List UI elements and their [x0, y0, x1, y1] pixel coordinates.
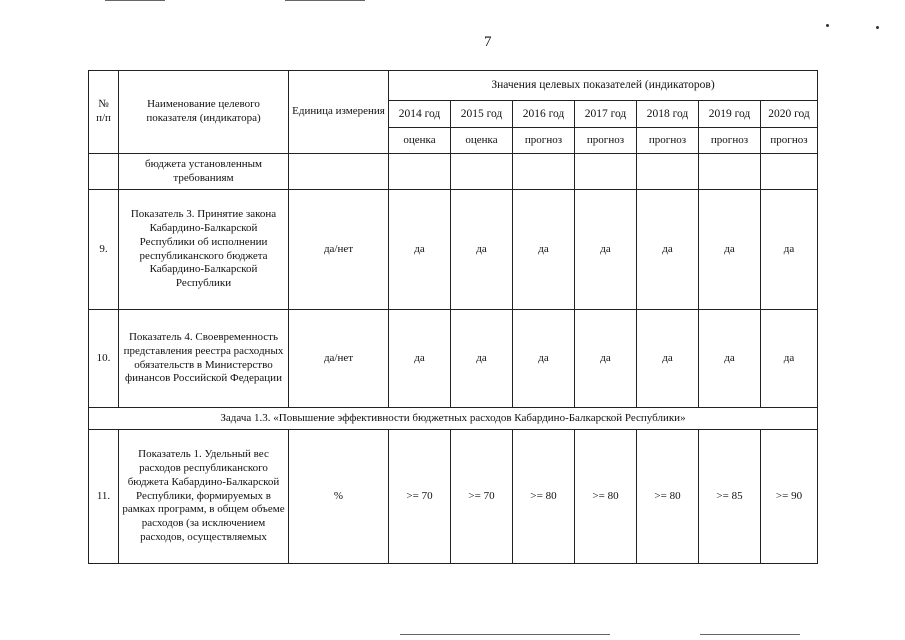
indicator-name: бюджета установленным требованиям: [119, 154, 289, 190]
value-cell: да: [575, 190, 637, 310]
value-cell: да: [513, 190, 575, 310]
value-cell: [761, 154, 818, 190]
table-row: [89, 310, 818, 408]
value-cell: да: [389, 310, 451, 408]
scan-artifact-line: [105, 0, 165, 1]
value-cell: [699, 154, 761, 190]
value-cell: >= 90: [761, 430, 818, 564]
value-cell: да: [699, 190, 761, 310]
value-cell: >= 80: [637, 430, 699, 564]
value-cell: да: [699, 310, 761, 408]
value-cell: [389, 154, 451, 190]
year-header: 2015 год: [451, 101, 513, 128]
unit-col-header: Единица измерения: [289, 71, 389, 154]
scan-artifact-line: [700, 634, 800, 635]
value-cell: >= 70: [389, 430, 451, 564]
status-header: оценка: [451, 128, 513, 154]
value-cell: [513, 154, 575, 190]
value-cell: >= 80: [513, 430, 575, 564]
scan-artifact-speck: [876, 26, 879, 29]
indicator-name: Показатель 4. Своевременность представления реестра расходных обязательств в Министерство финансов Российской Федерации: [119, 310, 289, 408]
unit-cell: да/нет: [289, 190, 389, 310]
header-row: [89, 71, 818, 101]
task-heading: Задача 1.3. «Повышение эффективности бюджетных расходов Кабардино-Балкарской Республики»: [89, 408, 818, 430]
row-number: 9.: [89, 190, 119, 310]
year-header: 2018 год: [637, 101, 699, 128]
value-cell: [575, 154, 637, 190]
unit-cell: [289, 154, 389, 190]
value-cell: да: [389, 190, 451, 310]
value-cell: да: [575, 310, 637, 408]
value-cell: [637, 154, 699, 190]
value-cell: да: [451, 190, 513, 310]
unit-cell: да/нет: [289, 310, 389, 408]
status-header: прогноз: [637, 128, 699, 154]
year-header: 2014 год: [389, 101, 451, 128]
num-col-header: № п/п: [89, 71, 119, 154]
scan-artifact-line: [400, 634, 610, 635]
value-cell: >= 70: [451, 430, 513, 564]
status-header: прогноз: [513, 128, 575, 154]
value-cell: да: [761, 190, 818, 310]
value-cell: >= 85: [699, 430, 761, 564]
value-cell: >= 80: [575, 430, 637, 564]
value-cell: да: [637, 190, 699, 310]
year-header: 2017 год: [575, 101, 637, 128]
page-number: 7: [484, 34, 492, 50]
scan-artifact-line: [285, 0, 365, 1]
table-row: [89, 190, 818, 310]
value-cell: да: [451, 310, 513, 408]
value-cell: да: [513, 310, 575, 408]
value-cell: да: [761, 310, 818, 408]
values-group-header: Значения целевых показателей (индикаторов): [389, 71, 818, 101]
task-row: [89, 408, 818, 430]
indicators-table: [88, 70, 818, 564]
scan-artifact-speck: [826, 24, 829, 27]
status-header: прогноз: [575, 128, 637, 154]
year-header: 2019 год: [699, 101, 761, 128]
unit-cell: %: [289, 430, 389, 564]
year-header: 2020 год: [761, 101, 818, 128]
row-number: 10.: [89, 310, 119, 408]
name-col-header: Наименование целевого показателя (индикатора): [119, 71, 289, 154]
value-cell: [451, 154, 513, 190]
status-header: прогноз: [699, 128, 761, 154]
row-number: 11.: [89, 430, 119, 564]
status-header: прогноз: [761, 128, 818, 154]
year-header: 2016 год: [513, 101, 575, 128]
value-cell: да: [637, 310, 699, 408]
table-row: [89, 430, 818, 564]
status-header: оценка: [389, 128, 451, 154]
indicator-name: Показатель 3. Принятие закона Кабардино-Балкарской Республики об исполнении республиканского бюджета Кабардино-Балкарской Республики: [119, 190, 289, 310]
indicator-name: Показатель 1. Удельный вес расходов республиканского бюджета Кабардино-Балкарской Республики, формируемых в рамках программ, в общем объеме расходов (за исключением расходов, осуществляемых: [119, 430, 289, 564]
table-row: [89, 154, 818, 190]
row-number: [89, 154, 119, 190]
